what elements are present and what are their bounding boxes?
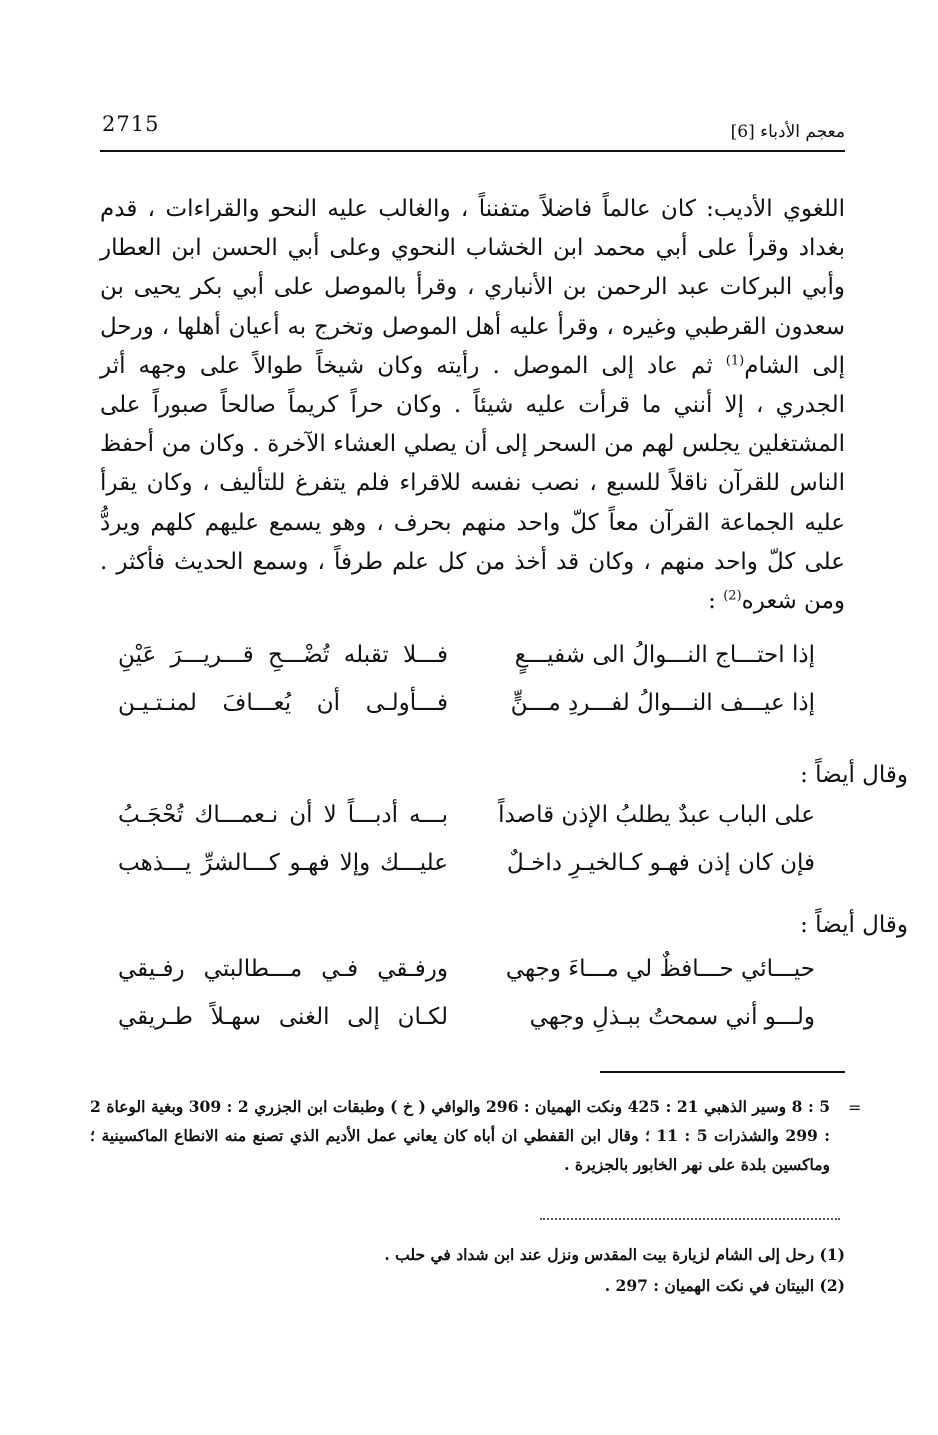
page-header	[100, 112, 845, 152]
verse	[100, 642, 845, 690]
poem-intro-third: وقال أيضاً :	[800, 912, 908, 938]
verse	[100, 850, 845, 898]
verse-second-hemistich: ورفـقي فـي مـــطالبتي رفـيقي	[118, 956, 448, 982]
verse-first-hemistich: فإن كان إذن فهـو كـالخيـرِ داخـلٌ	[507, 850, 815, 876]
footnote-ref-2: (2)	[723, 588, 742, 604]
verse-second-hemistich: فـــأولـى أن يُعـــافَ لمنـتـيـن	[118, 690, 448, 716]
verse-first-hemistich: حيـــائي حـــافظٌ لي مـــاءَ وجهي	[505, 956, 815, 982]
verse-second-hemistich: بـــه أدبـــاً لا أن نـعمـــاك تُحْجَـبُ	[118, 802, 448, 828]
paragraph-continuation: ثم عاد إلى الموصل . رأيته وكان شيخاً طوالاً على وجهه أثر الجدري ، إلا أنني ما قرأت عليه شيئاً . وكان حراً كريماً صالحاً صبوراً على المشتغلين يجلس لهم من السحر إلى أن يصلي العشاء الآخرة . وكان من أحفظ الناس للقرآن ناقلاً للسبع ، نصب نفسه للاقراء فلم يتفرغ للتأليف ، وكان يقرأ عليه الجماعة القرآن معاً كلّ واحد منهم بحرف ، وهو يسمع عليهم كلهم ويردُّ على كلّ واحد منهم ، وكان قد أخذ من كل علم طرفاً ، وسمع الحديث فأكثر . ومن شعره	[100, 352, 845, 615]
verse-second-hemistich: عليـــك وإلا فهـو كـــالشرِّ يـــذهب	[118, 850, 448, 876]
verse-first-hemistich: إذا عيـــف النـــوالُ لفـــردِ مـــنٍّ	[510, 690, 815, 716]
verse	[100, 690, 845, 738]
poem-second	[100, 802, 845, 898]
verse-first-hemistich: ولـــو أني سمحتُ ببـذلِ وجهي	[529, 1004, 815, 1030]
footnote-2: (2) البيتان في نكت الهميان : 297 .	[604, 1276, 845, 1295]
verse	[100, 956, 845, 1004]
verse-second-hemistich: لكـان إلى الغنى سهـلاً طـريقي	[118, 1004, 448, 1030]
header-rule	[100, 150, 845, 152]
source-note: 5 : 8 وسير الذهبي 21 : 425 ونكت الهميان : 296 والوافي ( خ ) وطبقات ابن الجزري 2 : 309 وبغية الوعاة 2 : 299 والشذرات 5 : 11 ؛ وقال ابن القفطي ان أباه كان يعاني عمل الأديم الذي تصنع منه الانطاع الماكسينية ؛ وماكسين بلدة على نهر الخابور بالجزيرة .	[90, 1097, 831, 1174]
poem-third	[100, 956, 845, 1052]
poem-first	[100, 642, 845, 738]
paragraph-end: :	[708, 588, 724, 615]
footnote-1: (1) رحل إلى الشام لزيارة بيت المقدس ونزل عند ابن شداد في حلب .	[384, 1245, 845, 1264]
book-title: معجم الأدباء [6]	[730, 122, 845, 142]
verse-first-hemistich: إذا احتـــاج النـــوالُ الى شفيـــعٍ	[514, 642, 815, 668]
verse-first-hemistich: على الباب عبدٌ يطلبُ الإذن قاصداً	[498, 802, 815, 828]
verse-second-hemistich: فـــلا تقبله تُضْـــحِ قـــريـــرَ عَيْنِ	[118, 642, 448, 668]
footnote-rule	[600, 1071, 845, 1073]
poem-intro-second: وقال أيضاً :	[800, 762, 908, 788]
continuation-marker: =	[848, 1098, 862, 1117]
page-number: 2715	[102, 112, 160, 136]
dotted-rule	[540, 1218, 840, 1220]
footnote-ref-1: (1)	[725, 353, 745, 369]
verse	[100, 802, 845, 850]
verse	[100, 1004, 845, 1052]
main-paragraph	[100, 190, 845, 621]
paragraph-start: اللغوي الأديب: كان عالماً فاضلاً متفنناً ، والغالب عليه النحو والقراءات ، قدم بغداد وقرأ على أبي محمد ابن الخشاب النحوي وعلى أبي الحسن ابن العطار وأبي البركات عبد الرحمن بن الأنباري ، وقرأ بالموصل على أبي بكر يحيى بن سعدون القرطبي وغيره ، وقرأ عليه أهل الموصل وتخرج به أعيان أهلها ، ورحل إلى الشام	[100, 196, 845, 379]
